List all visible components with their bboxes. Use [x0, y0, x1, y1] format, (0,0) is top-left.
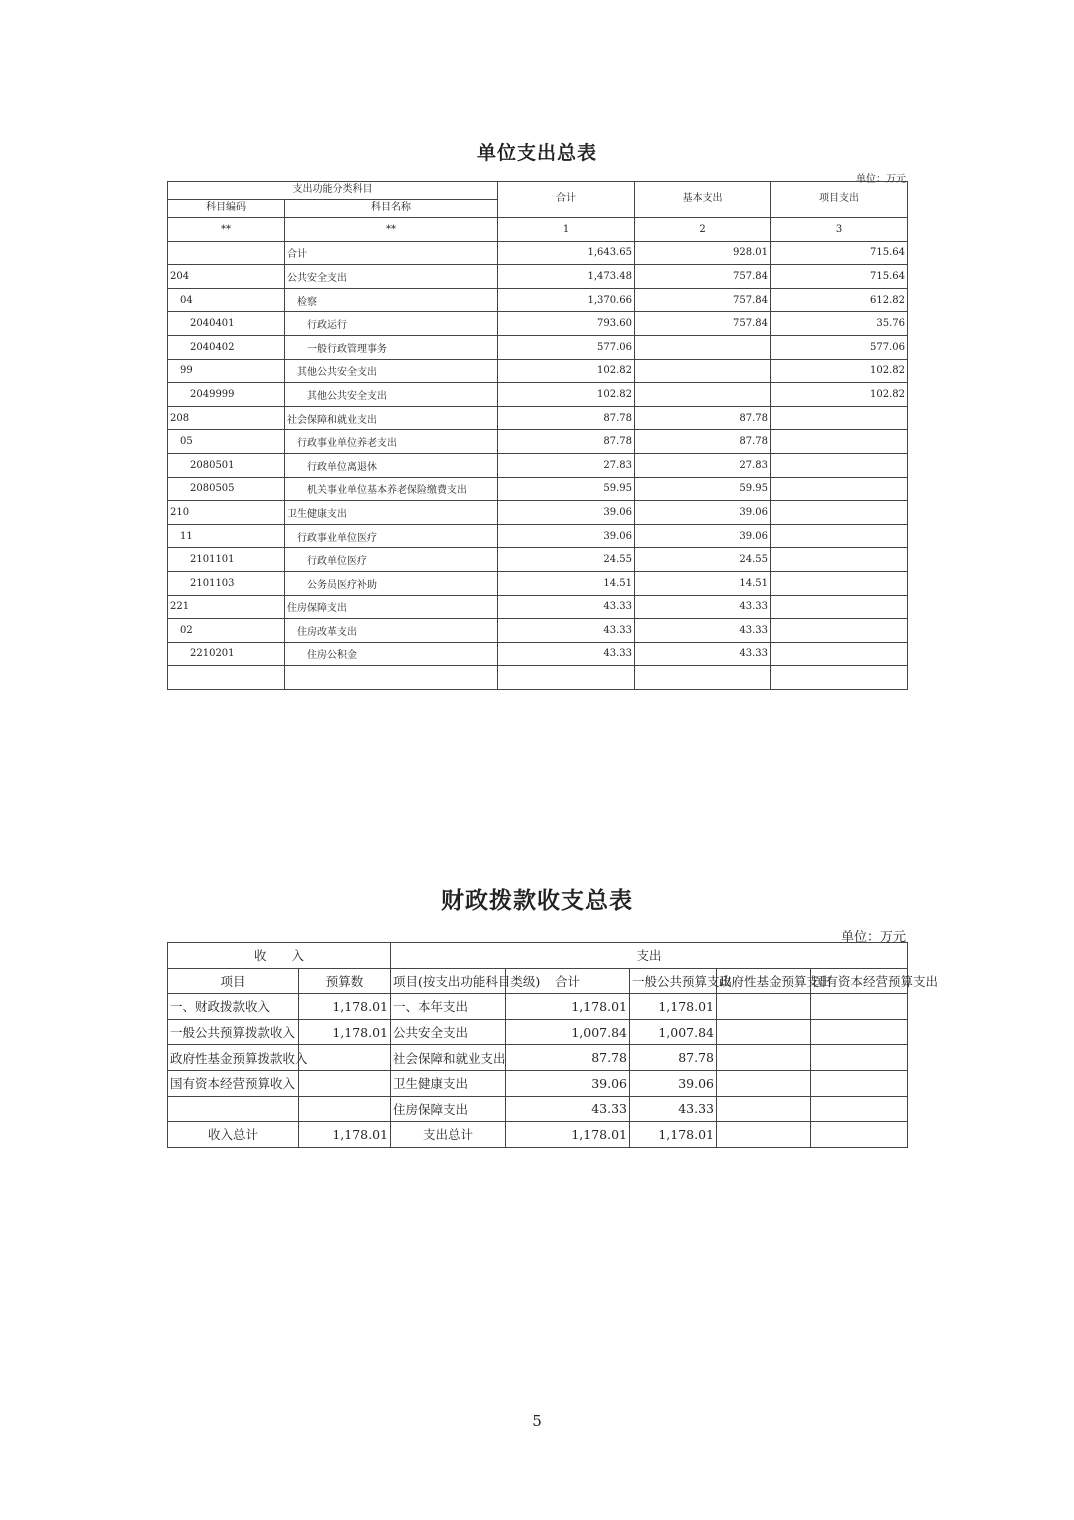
col-index-3: 3	[771, 218, 908, 242]
expense-total-amount: 1,178.01	[506, 1122, 630, 1148]
row-total: 39.06	[498, 524, 635, 548]
expense-total: 1,007.84	[506, 1019, 630, 1045]
table-row	[168, 383, 908, 407]
row-project	[771, 406, 908, 430]
row-project	[771, 453, 908, 477]
expense-general: 39.06	[630, 1070, 717, 1096]
row-total: 59.95	[498, 477, 635, 501]
row-basic: 59.95	[635, 477, 771, 501]
col-header-total: 合计	[498, 182, 635, 218]
row-code: 99	[168, 359, 285, 383]
col-header-basic: 基本支出	[635, 182, 771, 218]
expense-gov-fund	[717, 1096, 811, 1122]
row-project	[771, 619, 908, 643]
row-code: 2101101	[168, 548, 285, 572]
row-name: 行政单位离退休	[285, 453, 498, 477]
fiscal-appropriation-table	[167, 942, 939, 1148]
row-basic: 87.78	[635, 406, 771, 430]
row-total: 24.55	[498, 548, 635, 572]
col-header-code: 科目编码	[168, 200, 285, 218]
row-name: 检察	[285, 288, 498, 312]
expense-item: 住房保障支出	[391, 1096, 506, 1122]
table-row	[168, 265, 908, 289]
income-amount: 1,178.01	[299, 994, 391, 1020]
expense-total: 43.33	[506, 1096, 630, 1122]
row-basic: 43.33	[635, 642, 771, 666]
col-header-item: 项目	[168, 968, 299, 994]
row-total: 102.82	[498, 383, 635, 407]
table-row	[168, 359, 908, 383]
expense-general: 1,178.01	[630, 994, 717, 1020]
empty-cell	[285, 666, 498, 690]
row-basic: 87.78	[635, 430, 771, 454]
income-item: 一般公共预算拨款收入	[168, 1019, 299, 1045]
row-project: 35.76	[771, 312, 908, 336]
table2-footer-row	[168, 1122, 908, 1148]
row-total: 87.78	[498, 406, 635, 430]
row-name: 公务员医疗补助	[285, 571, 498, 595]
empty-cell	[811, 1122, 908, 1148]
income-total-amount: 1,178.01	[299, 1122, 391, 1148]
row-name: 住房公积金	[285, 642, 498, 666]
expense-total-label: 支出总计	[391, 1122, 506, 1148]
table-row	[168, 453, 908, 477]
expense-header: 支出	[391, 943, 908, 969]
empty-cell	[717, 1122, 811, 1148]
row-total: 43.33	[498, 595, 635, 619]
expense-general: 87.78	[630, 1045, 717, 1071]
empty-cell	[498, 666, 635, 690]
col-header-gov-fund: 政府性基金预算支出	[717, 968, 811, 994]
table-row	[168, 524, 908, 548]
row-project	[771, 430, 908, 454]
row-code: 208	[168, 406, 285, 430]
row-project: 102.82	[771, 383, 908, 407]
row-basic: 27.83	[635, 453, 771, 477]
row-code: 2080505	[168, 477, 285, 501]
row-name: 其他公共安全支出	[285, 383, 498, 407]
expense-state-capital	[811, 994, 908, 1020]
expense-total: 39.06	[506, 1070, 630, 1096]
col-header-exp-item: 项目(按支出功能科目类级)	[391, 968, 506, 994]
table-row	[168, 406, 908, 430]
row-total: 1,473.48	[498, 265, 635, 289]
expense-total: 1,178.01	[506, 994, 630, 1020]
unit-expenditure-table	[167, 181, 908, 690]
row-basic: 757.84	[635, 312, 771, 336]
expense-general: 1,007.84	[630, 1019, 717, 1045]
page-number: 5	[532, 1412, 542, 1430]
expense-item: 卫生健康支出	[391, 1070, 506, 1096]
marker-code: **	[168, 218, 285, 242]
table-row	[168, 994, 908, 1020]
table2-title: 财政拨款收支总表	[441, 887, 633, 914]
table-row	[168, 1070, 908, 1096]
row-basic: 43.33	[635, 619, 771, 643]
empty-cell	[168, 666, 285, 690]
expense-gov-fund	[717, 994, 811, 1020]
expense-gov-fund	[717, 1045, 811, 1071]
col-header-budget: 预算数	[299, 968, 391, 994]
row-name: 行政事业单位医疗	[285, 524, 498, 548]
income-amount	[299, 1096, 391, 1122]
row-code: 2040401	[168, 312, 285, 336]
row-name: 社会保障和就业支出	[285, 406, 498, 430]
income-amount: 1,178.01	[299, 1019, 391, 1045]
expense-state-capital	[811, 1070, 908, 1096]
row-basic: 14.51	[635, 571, 771, 595]
income-total-label: 收入总计	[168, 1122, 299, 1148]
row-project	[771, 571, 908, 595]
row-project: 577.06	[771, 335, 908, 359]
table-row	[168, 501, 908, 525]
row-name: 公共安全支出	[285, 265, 498, 289]
col-index-1: 1	[498, 218, 635, 242]
table-row	[168, 1045, 908, 1071]
row-name: 住房改革支出	[285, 619, 498, 643]
income-item: 政府性基金预算拨款收入	[168, 1045, 299, 1071]
expense-state-capital	[811, 1096, 908, 1122]
table2-unit: 单位：万元	[840, 930, 906, 945]
row-name: 行政单位医疗	[285, 548, 498, 572]
table1-unit: 单位：万元	[856, 174, 906, 185]
row-total: 793.60	[498, 312, 635, 336]
income-item	[168, 1096, 299, 1122]
col-header-general: 一般公共预算支出	[630, 968, 717, 994]
row-total: 1,643.65	[498, 241, 635, 265]
row-basic: 928.01	[635, 241, 771, 265]
row-project: 102.82	[771, 359, 908, 383]
row-basic: 757.84	[635, 288, 771, 312]
row-code: 11	[168, 524, 285, 548]
row-basic: 39.06	[635, 524, 771, 548]
row-basic	[635, 335, 771, 359]
table-row	[168, 1096, 908, 1122]
expense-gov-fund	[717, 1019, 811, 1045]
row-project	[771, 642, 908, 666]
header-group: 支出功能分类科目	[168, 182, 498, 200]
row-total: 87.78	[498, 430, 635, 454]
row-code: 2210201	[168, 642, 285, 666]
expense-state-capital	[811, 1045, 908, 1071]
row-project	[771, 501, 908, 525]
row-name: 行政事业单位养老支出	[285, 430, 498, 454]
expense-item: 公共安全支出	[391, 1019, 506, 1045]
row-basic	[635, 359, 771, 383]
row-total: 43.33	[498, 642, 635, 666]
table-row	[168, 595, 908, 619]
row-total: 27.83	[498, 453, 635, 477]
row-project	[771, 524, 908, 548]
table2-body	[168, 994, 908, 1122]
row-name: 机关事业单位基本养老保险缴费支出	[285, 477, 498, 501]
col-header-exp-total: 合计	[506, 968, 630, 994]
row-name: 行政运行	[285, 312, 498, 336]
row-project	[771, 595, 908, 619]
row-code: 2049999	[168, 383, 285, 407]
table-row	[168, 619, 908, 643]
expense-gov-fund	[717, 1070, 811, 1096]
row-total: 577.06	[498, 335, 635, 359]
col-header-state-capital: 国有资本经营预算支出	[811, 968, 908, 994]
row-code: 05	[168, 430, 285, 454]
expense-item: 社会保障和就业支出	[391, 1045, 506, 1071]
row-code: 02	[168, 619, 285, 643]
col-index-2: 2	[635, 218, 771, 242]
empty-cell	[635, 666, 771, 690]
row-total: 102.82	[498, 359, 635, 383]
row-code: 04	[168, 288, 285, 312]
row-basic: 43.33	[635, 595, 771, 619]
table-row	[168, 1019, 908, 1045]
row-project: 715.64	[771, 265, 908, 289]
row-total: 39.06	[498, 501, 635, 525]
row-code: 2101103	[168, 571, 285, 595]
row-total: 1,370.66	[498, 288, 635, 312]
marker-name: **	[285, 218, 498, 242]
row-basic: 757.84	[635, 265, 771, 289]
expense-total-general: 1,178.01	[630, 1122, 717, 1148]
table1-title: 单位支出总表	[476, 142, 597, 164]
table1-empty-row	[168, 666, 908, 690]
col-header-name: 科目名称	[285, 200, 498, 218]
row-code: 204	[168, 265, 285, 289]
row-total: 43.33	[498, 619, 635, 643]
income-amount	[299, 1070, 391, 1096]
empty-cell	[771, 666, 908, 690]
row-project: 715.64	[771, 241, 908, 265]
row-project	[771, 548, 908, 572]
row-code: 210	[168, 501, 285, 525]
row-code: 2040402	[168, 335, 285, 359]
table-row	[168, 477, 908, 501]
income-amount	[299, 1045, 391, 1071]
row-basic: 39.06	[635, 501, 771, 525]
row-basic: 24.55	[635, 548, 771, 572]
expense-total: 87.78	[506, 1045, 630, 1071]
row-code: 221	[168, 595, 285, 619]
table1-body	[168, 241, 908, 666]
table-row	[168, 642, 908, 666]
expense-state-capital	[811, 1019, 908, 1045]
table-row	[168, 335, 908, 359]
table-row	[168, 312, 908, 336]
income-item: 国有资本经营预算收入	[168, 1070, 299, 1096]
row-code	[168, 241, 285, 265]
table-row	[168, 430, 908, 454]
row-project: 612.82	[771, 288, 908, 312]
income-item: 一、财政拨款收入	[168, 994, 299, 1020]
expense-general: 43.33	[630, 1096, 717, 1122]
row-total: 14.51	[498, 571, 635, 595]
row-basic	[635, 383, 771, 407]
table-row	[168, 288, 908, 312]
row-code: 2080501	[168, 453, 285, 477]
col-header-project: 项目支出	[771, 182, 908, 218]
row-name: 一般行政管理事务	[285, 335, 498, 359]
table-row	[168, 571, 908, 595]
table-row	[168, 241, 908, 265]
expense-item: 一、本年支出	[391, 994, 506, 1020]
row-name: 住房保障支出	[285, 595, 498, 619]
income-header: 收 入	[168, 943, 391, 969]
row-name: 卫生健康支出	[285, 501, 498, 525]
row-name: 其他公共安全支出	[285, 359, 498, 383]
table-row	[168, 548, 908, 572]
row-project	[771, 477, 908, 501]
row-name: 合计	[285, 241, 498, 265]
